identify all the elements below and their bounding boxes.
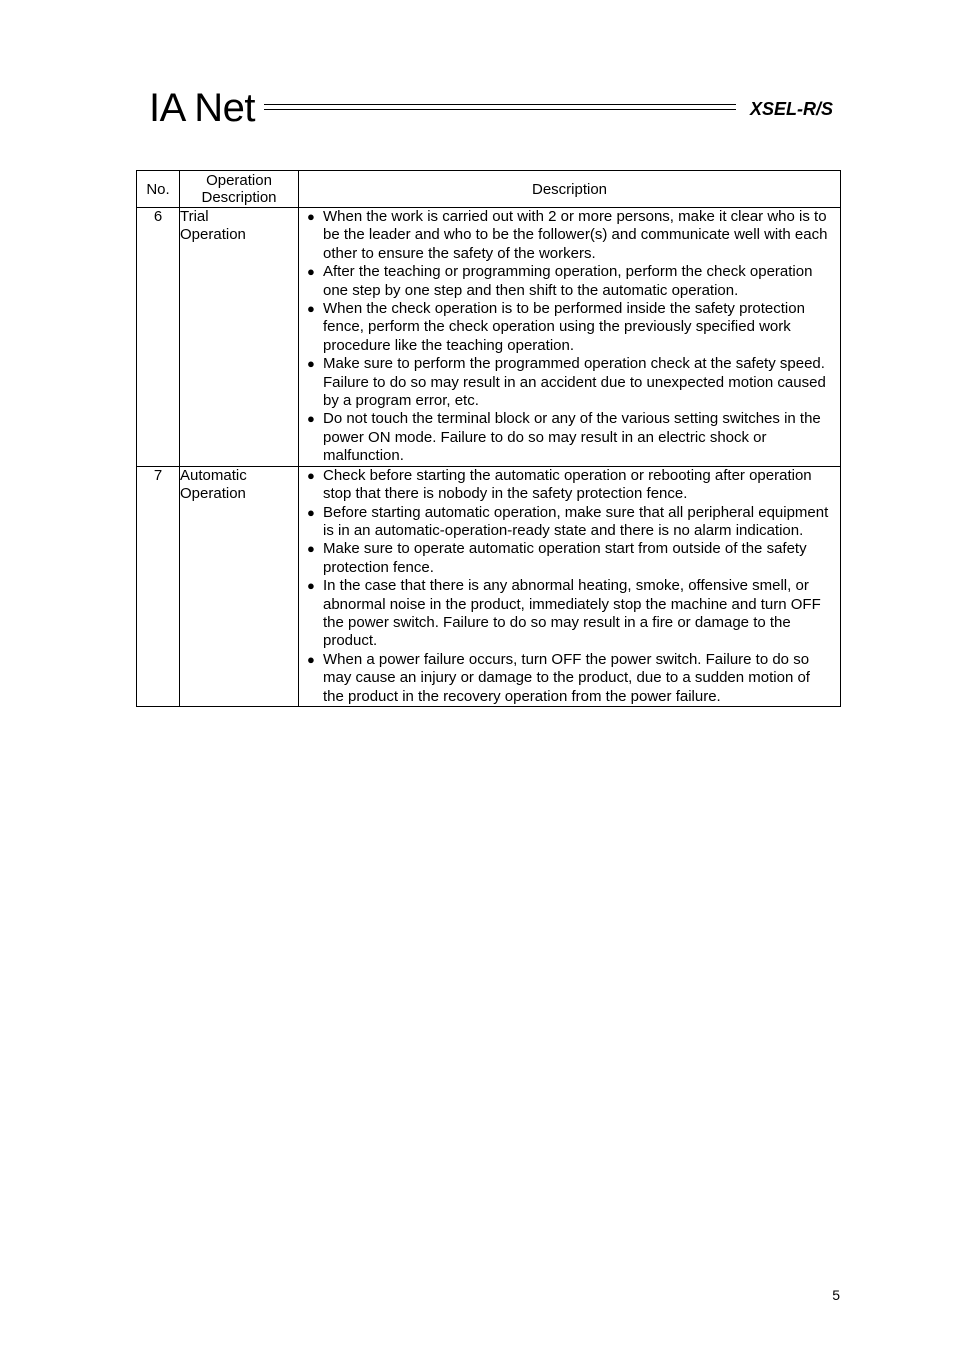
- bullet-item: ● Make sure to perform the programmed operation check at the safety speed. Failure to do so may result in an accident due to unexpected motion caused by a program error, etc.: [307, 355, 832, 410]
- header-operation-line2: Description: [201, 189, 277, 206]
- row-description: [299, 208, 841, 467]
- bullet-item: ● Make sure to operate automatic operation start from outside of the safety protection fence.: [307, 540, 832, 577]
- bullet-list: [299, 208, 840, 466]
- bullet-item: ● Do not touch the terminal block or any of the various setting switches in the power ON mode. Failure to do so may result in an electric shock or malfunction.: [307, 410, 832, 465]
- table-row: [137, 466, 841, 706]
- row-operation-line1: Automatic: [180, 466, 247, 484]
- bullet-list: [299, 467, 840, 706]
- header-operation: [180, 171, 299, 208]
- row-no: 7: [137, 466, 180, 706]
- header-no: No.: [137, 171, 180, 208]
- row-description: [299, 466, 841, 706]
- page-number: 5: [832, 1287, 840, 1303]
- bullet-item: ● Check before starting the automatic operation or rebooting after operation stop that there is nobody in the safety protection fence.: [307, 467, 832, 504]
- row-operation-line2: Operation: [180, 485, 246, 503]
- bullet-item: ● When the work is carried out with 2 or more persons, make it clear who is to be the leader and who to be the follower(s) and communicate well with each other to ensure the safety of the workers.: [307, 208, 832, 263]
- row-operation: [180, 208, 299, 467]
- row-operation-line2: Operation: [180, 226, 246, 244]
- operations-table: [136, 170, 841, 707]
- header-rule: [264, 104, 736, 110]
- bullet-item: ● Before starting automatic operation, make sure that all peripheral equipment is in an automatic-operation-ready state and there is no alarm indication.: [307, 504, 832, 541]
- bullet-item: ● After the teaching or programming operation, perform the check operation one step by one step and then shift to the automatic operation.: [307, 263, 832, 300]
- row-operation-line1: Trial: [180, 208, 209, 225]
- row-operation: [180, 466, 299, 706]
- bullet-item: ● When the check operation is to be performed inside the safety protection fence, perform the check operation using the previously specified work procedure like the teaching operation.: [307, 300, 832, 355]
- header-description: Description: [299, 171, 841, 208]
- table-header-row: [137, 171, 841, 208]
- row-no: 6: [137, 208, 180, 467]
- bullet-item: ● In the case that there is any abnormal heating, smoke, offensive smell, or abnormal noise in the product, immediately stop the machine and turn OFF the power switch. Failure to do so may result in a fire or damage to the product.: [307, 577, 832, 651]
- table-row: [137, 208, 841, 467]
- document-title: IA Net: [149, 86, 255, 130]
- header-operation-line1: Operation: [206, 172, 272, 189]
- model-name: XSEL-R/S: [749, 99, 833, 119]
- bullet-item: ● When a power failure occurs, turn OFF the power switch. Failure to do so may cause an injury or damage to the product, due to a sudden motion of the product in the recovery operation from the power failure.: [307, 651, 832, 706]
